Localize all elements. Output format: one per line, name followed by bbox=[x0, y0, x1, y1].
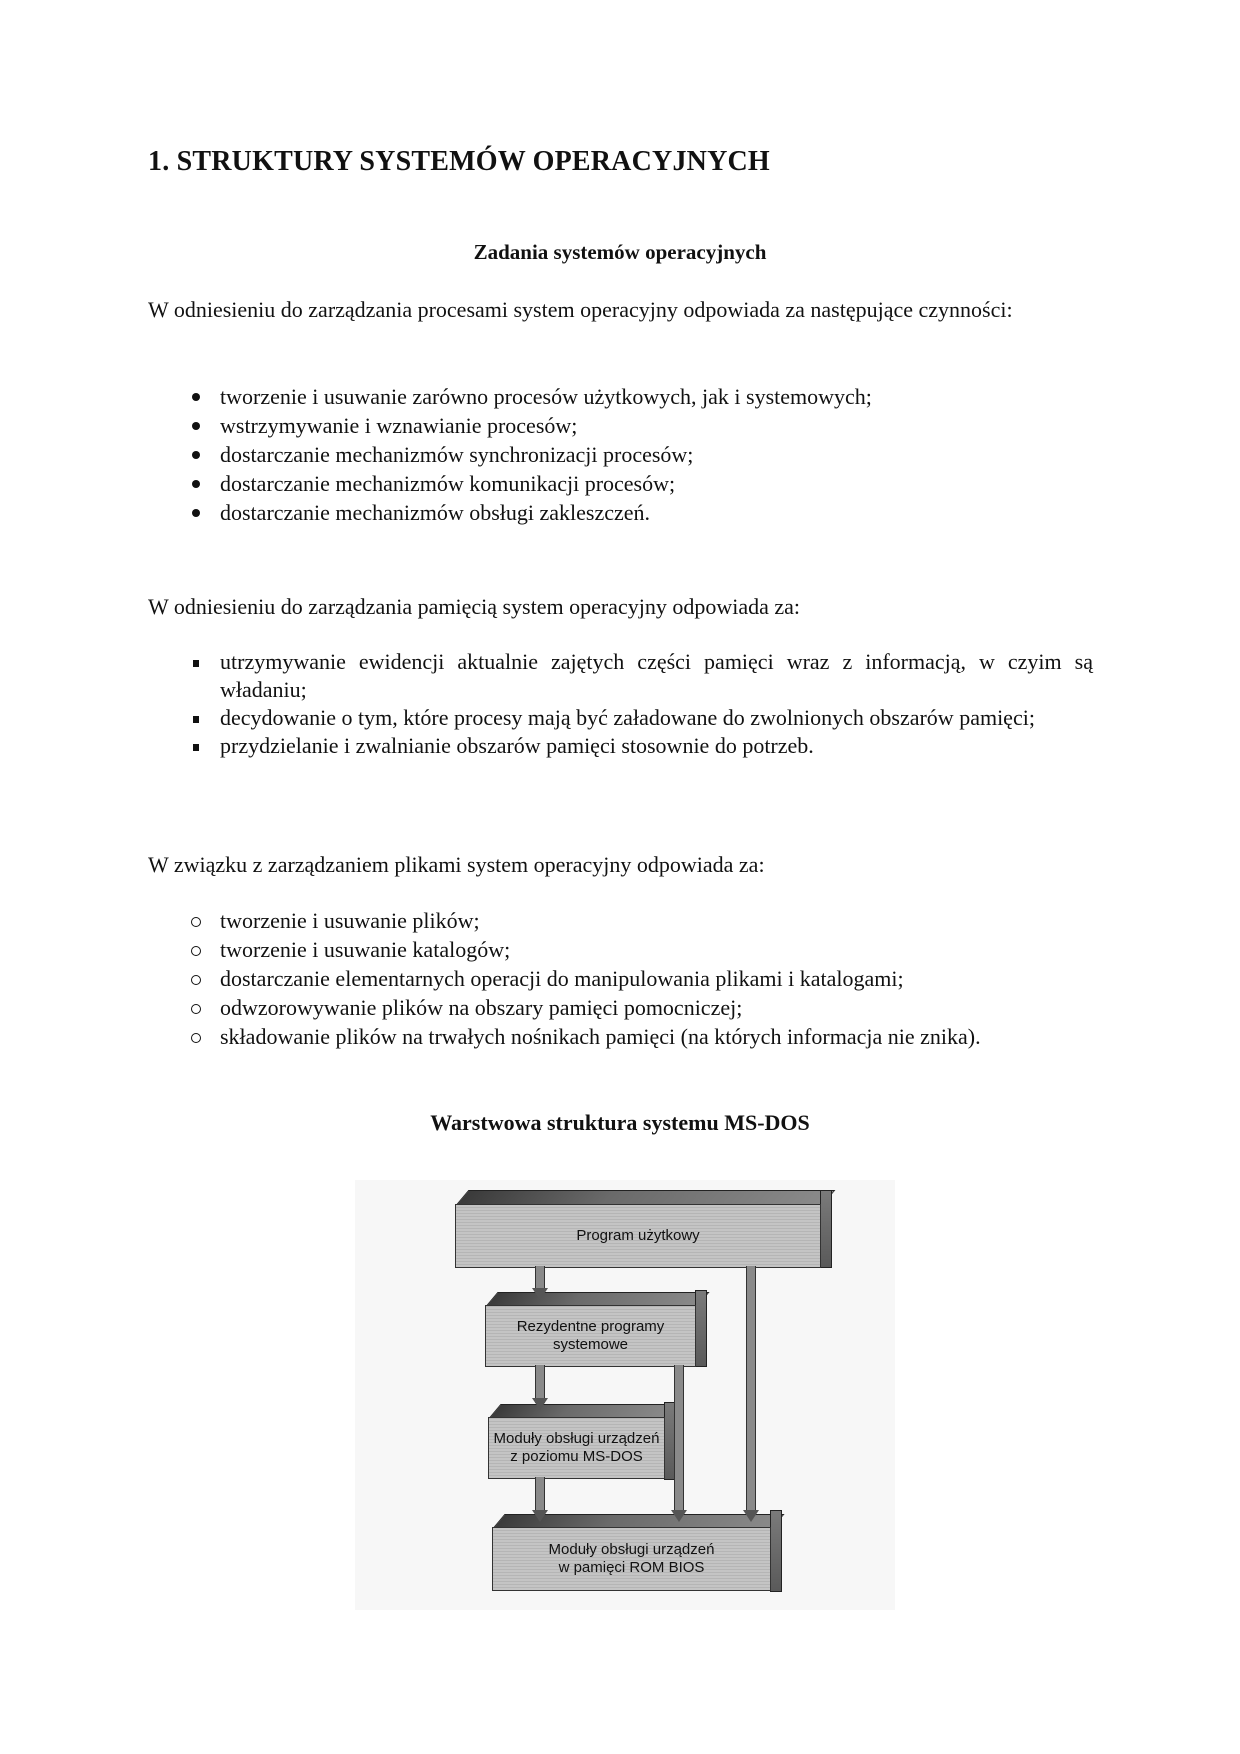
msdos-layer-diagram bbox=[355, 1180, 895, 1610]
arrow-down-icon bbox=[532, 1510, 548, 1522]
list-item: tworzenie i usuwanie katalogów; bbox=[220, 937, 511, 962]
page-title: 1. STRUKTURY SYSTEMÓW OPERACYJNYCH bbox=[148, 146, 770, 177]
arrow-down-icon bbox=[671, 1510, 687, 1522]
list-item: odwzorowywanie plików na obszary pamięci pomocniczej; bbox=[220, 995, 743, 1020]
list-item: utrzymywanie ewidencji aktualnie zajętych części pamięci wraz z informacją, w czyim są władaniu; bbox=[220, 649, 1093, 702]
list-item: dostarczanie mechanizmów synchronizacji procesów; bbox=[220, 442, 694, 467]
list-item: dostarczanie mechanizmów komunikacji procesów; bbox=[220, 471, 676, 496]
process-list bbox=[148, 382, 1093, 527]
memory-intro-paragraph: W odniesieniu do zarządzania pamięcią system operacyjny odpowiada za: bbox=[148, 594, 800, 619]
layer-side-face bbox=[770, 1510, 782, 1592]
list-item: tworzenie i usuwanie plików; bbox=[220, 908, 480, 933]
section-heading-tasks: Zadania systemów operacyjnych bbox=[473, 240, 767, 264]
arrow-down-icon bbox=[532, 1288, 548, 1300]
list-item: przydzielanie i zwalnianie obszarów pamięci stosownie do potrzeb. bbox=[220, 733, 814, 758]
arrow-shaft bbox=[746, 1266, 756, 1515]
layer-msdos-device-drivers: Moduły obsługi urządzeń z poziomu MS-DOS bbox=[488, 1417, 665, 1479]
layer-resident-system-programs: Rezydentne programy systemowe bbox=[485, 1305, 696, 1367]
list-item: dostarczanie mechanizmów obsługi zakleszczeń. bbox=[220, 500, 651, 525]
layer-side-face bbox=[820, 1190, 832, 1268]
files-intro-paragraph: W związku z zarządzaniem plikami system operacyjny odpowiada za: bbox=[148, 852, 765, 877]
arrow-shaft bbox=[674, 1365, 684, 1515]
list-item: dostarczanie elementarnych operacji do manipulowania plikami i katalogami; bbox=[220, 966, 904, 991]
arrow-down-icon bbox=[532, 1398, 548, 1410]
list-item: decydowanie o tym, które procesy mają być załadowane do zwolnionych obszarów pamięci; bbox=[220, 705, 1035, 730]
arrow-down-icon bbox=[743, 1510, 759, 1522]
list-item: składowanie plików na trwałych nośnikach pamięci (na których informacja nie znika). bbox=[220, 1024, 981, 1049]
memory-list bbox=[148, 648, 1093, 760]
process-intro-paragraph: W odniesieniu do zarządzania procesami system operacyjny odpowiada za następujące czynności: bbox=[148, 297, 1013, 322]
layer-application-program: Program użytkowy bbox=[455, 1204, 821, 1268]
list-item: wstrzymywanie i wznawianie procesów; bbox=[220, 413, 578, 438]
section-heading-msdos: Warstwowa struktura systemu MS-DOS bbox=[430, 1110, 810, 1135]
list-item: tworzenie i usuwanie zarówno procesów użytkowych, jak i systemowych; bbox=[220, 384, 872, 409]
files-list bbox=[148, 906, 1093, 1051]
layer-rom-bios-drivers: Moduły obsługi urządzeń w pamięci ROM BIOS bbox=[492, 1527, 771, 1591]
layer-side-face bbox=[695, 1290, 707, 1367]
